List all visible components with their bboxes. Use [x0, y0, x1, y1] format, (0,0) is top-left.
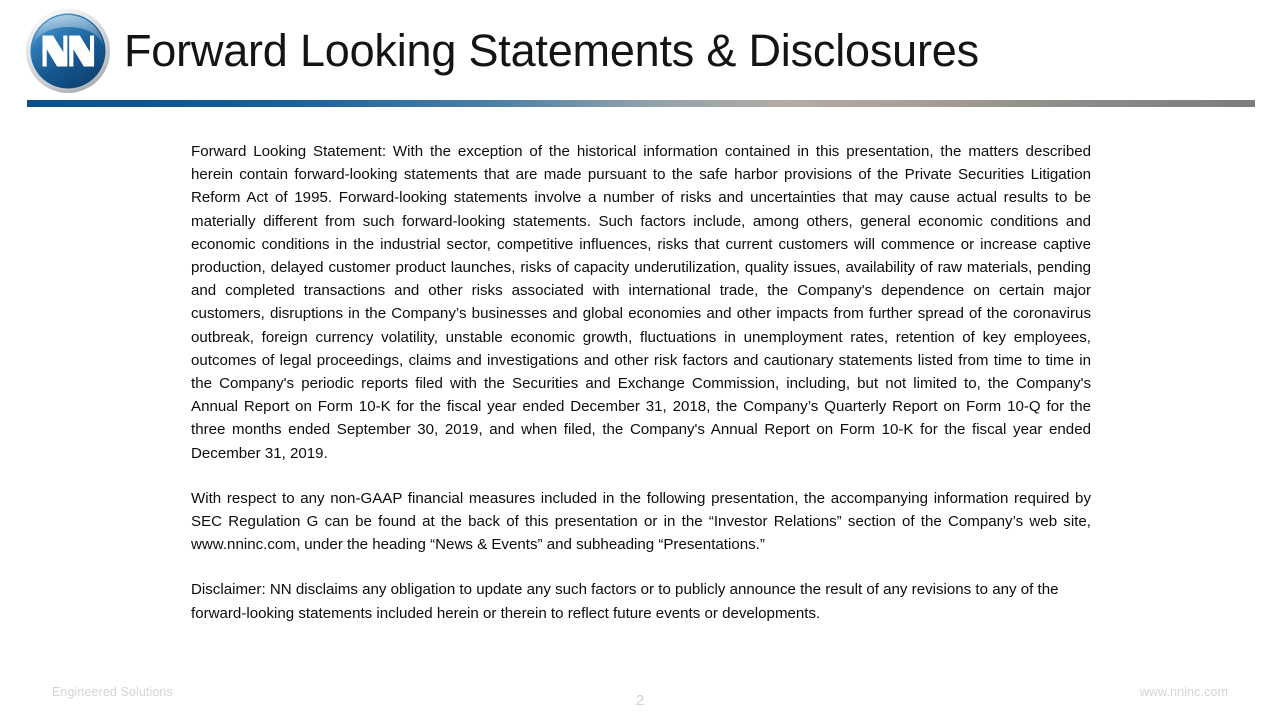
header-divider	[27, 100, 1255, 107]
footer-website: www.nninc.com	[1139, 685, 1228, 699]
footer-tagline: Engineered Solutions	[52, 685, 173, 699]
forward-looking-statement-paragraph: Forward Looking Statement: With the exception of the historical information contained in this presentation, the matters described herein contain forward-looking statements that are made pursuant to the safe harbor provisions of the Private Securities Litigation Reform Act of 1995. Forward-looking statements involve a number of risks and uncertainties that may cause actual results to be materially different from such forward-looking statements. Such factors include, among others, general economic conditions and economic conditions in the industrial sector, competitive influences, risks that current customers will commence or increase captive production, delayed customer product launches, risks of capacity underutilization, quality issues, availability of raw materials, pending and completed transactions and other risks associated with international trade, the Company's dependence on certain major customers, disruptions in the Company’s businesses and global economies and other impacts from further spread of the coronavirus outbreak, foreign currency volatility, unstable economic growth, fluctuations in unemployment rates, retention of key employees, outcomes of legal proceedings, claims and investigations and other risk factors and cautionary statements listed from time to time in the Company's periodic reports filed with the Securities and Exchange Commission, including, but not limited to, the Company's Annual Report on Form 10-K for the fiscal year ended December 31, 2018, the Company’s Quarterly Report on Form 10-Q for the three months ended September 30, 2019, and when filed, the Company's Annual Report on Form 10-K for the fiscal year ended December 31, 2019.	[191, 143, 1091, 462]
disclaimer-paragraph: Disclaimer: NN disclaims any obligation to update any such factors or to publicly announce the result of any revisions to any of the forward-looking statements included herein or therein to reflect future events or developments.	[191, 581, 1059, 622]
non-gaap-paragraph: With respect to any non-GAAP financial measures included in the following presentation, the accompanying information required by SEC Regulation G can be found at the back of this presentation or in the “Investor Relations” section of the Company’s web site, www.nninc.com, under the heading “News & Events” and subheading “Presentations.”	[191, 489, 1091, 554]
slide-header	[0, 0, 1280, 100]
slide-footer	[0, 680, 1280, 720]
nn-logo-icon	[25, 8, 111, 94]
page-title: Forward Looking Statements & Disclosures	[124, 25, 979, 76]
footer-page-number: 2	[635, 692, 645, 709]
slide-body	[191, 140, 1091, 625]
